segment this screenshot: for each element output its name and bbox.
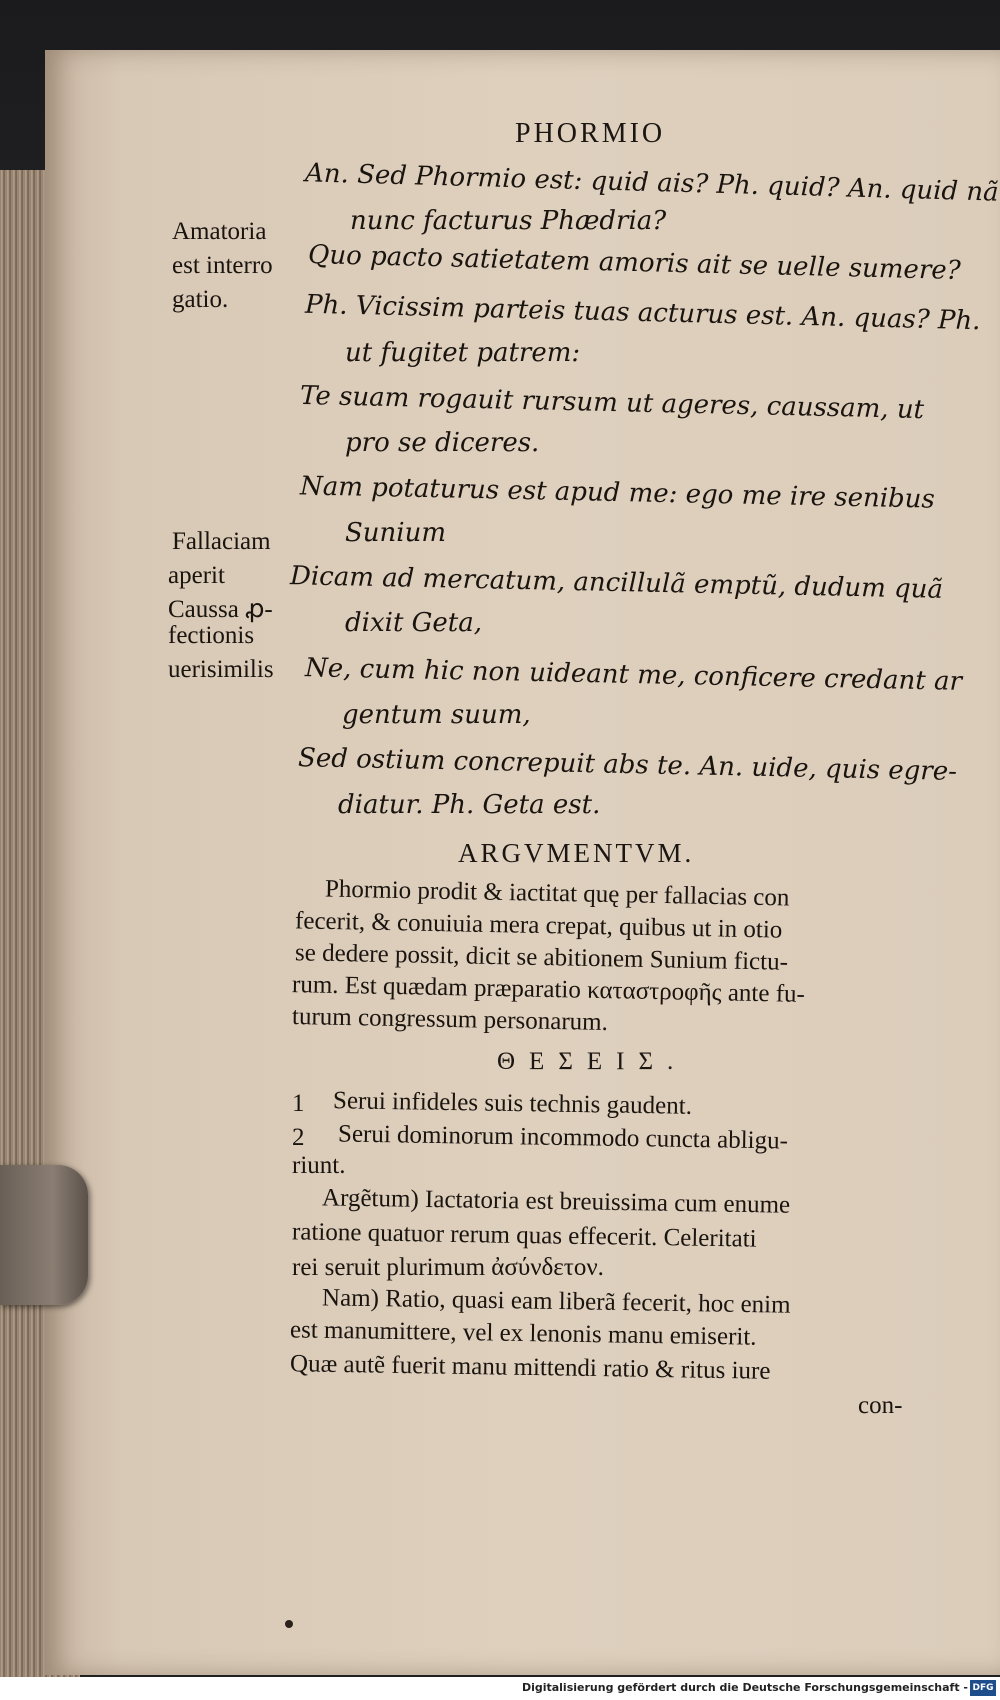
margin-note: Caussa ꝓ- <box>168 596 273 623</box>
commentary-line: rei seruit plurimum ἀσύνδετον. <box>292 1254 604 1281</box>
running-head: PHORMIO <box>515 118 666 149</box>
verse-line: Ne, cum hic non uideant me, conficere credant ar <box>304 653 963 697</box>
verse-line: An. Sed Phormio est: quid ais? Ph. quid? An. quid nã <box>304 158 1000 208</box>
verse-line: gentum suum, <box>342 700 531 730</box>
commentary-line: Quæ autẽ fuerit manu mittendi ratio & ritus iure <box>289 1350 771 1385</box>
verse-line: dixit Geta, <box>345 608 483 638</box>
verse-line: Dicam ad mercatum, ancillulã emptũ, dudum quã <box>289 561 944 605</box>
theseis-number: 2 <box>292 1124 305 1151</box>
verse-line: Quo pacto satietatem amoris ait se uelle sumere? <box>307 240 962 286</box>
argumentum-line: turum congressum personarum. <box>291 1002 609 1037</box>
verse-line: Nam potaturus est apud me: ego me ire senibus <box>299 471 936 515</box>
argumentum-line: rum. Est quædam præparatio καταστροφῆς ante fu- <box>291 971 806 1008</box>
margin-note: est interro <box>172 252 273 279</box>
theseis-text: Serui infideles suis technis gaudent. <box>332 1087 693 1120</box>
theseis-text: Serui dominorum incommodo cuncta abligu- <box>337 1120 789 1155</box>
theseis-text: riunt. <box>292 1152 346 1179</box>
commentary-line: ratione quatuor rerum quas effecerit. Celeritati <box>291 1218 757 1253</box>
dfg-logo: DFG <box>970 1680 996 1696</box>
margin-note: uerisimilis <box>168 656 274 683</box>
theseis-number: 1 <box>292 1090 305 1117</box>
commentary-line: est manumittere, vel ex lenonis manu emiserit. <box>289 1316 757 1351</box>
margin-note: aperit <box>168 562 225 589</box>
verse-line: pro se diceres. <box>345 428 540 458</box>
ink-speck <box>285 1620 293 1628</box>
margin-note: Fallaciam <box>172 528 271 555</box>
argumentum-line: fecerit, & conuiuia mera crepat, quibus ut in otio <box>294 907 783 944</box>
digitization-footer <box>0 1677 1000 1700</box>
argumentum-line: Phormio prodit & iactitat quę per fallacias con <box>324 875 790 912</box>
page-clip <box>0 1165 88 1305</box>
margin-note: fectionis <box>168 622 255 649</box>
verse-line: diatur. Ph. Geta est. <box>338 790 601 820</box>
verse-line: Te suam rogauit rursum ut ageres, caussam, ut <box>299 380 925 426</box>
footer-credit: Digitalisierung gefördert durch die Deutsche Forschungsgemeinschaft - <box>521 1681 968 1694</box>
verse-line: ut fugitet patrem: <box>345 338 581 368</box>
margin-note: Amatoria <box>172 218 267 245</box>
theseis-heading: ΘΕΣΕΙΣ. <box>497 1048 688 1075</box>
verse-line: nunc facturus Phædria? <box>350 206 667 236</box>
argumentum-heading: ARGVMENTVM. <box>458 838 695 868</box>
margin-note: gatio. <box>172 286 229 313</box>
commentary-line: Nam) Ratio, quasi eam liberã fecerit, hoc enim <box>321 1284 791 1319</box>
catchword: con- <box>858 1392 903 1419</box>
verse-line: Sunium <box>345 518 447 548</box>
verse-line: Sed ostium concrepuit abs te. An. uide, quis egre- <box>297 743 958 787</box>
argumentum-line: se dedere possit, dicit se abitionem Sunium fictu- <box>294 939 789 976</box>
commentary-line: Argẽtum) Iactatoria est breuissima cum enume <box>321 1184 791 1219</box>
verse-line: Ph. Vicissim parteis tuas acturus est. An. quas? Ph. <box>304 289 981 337</box>
